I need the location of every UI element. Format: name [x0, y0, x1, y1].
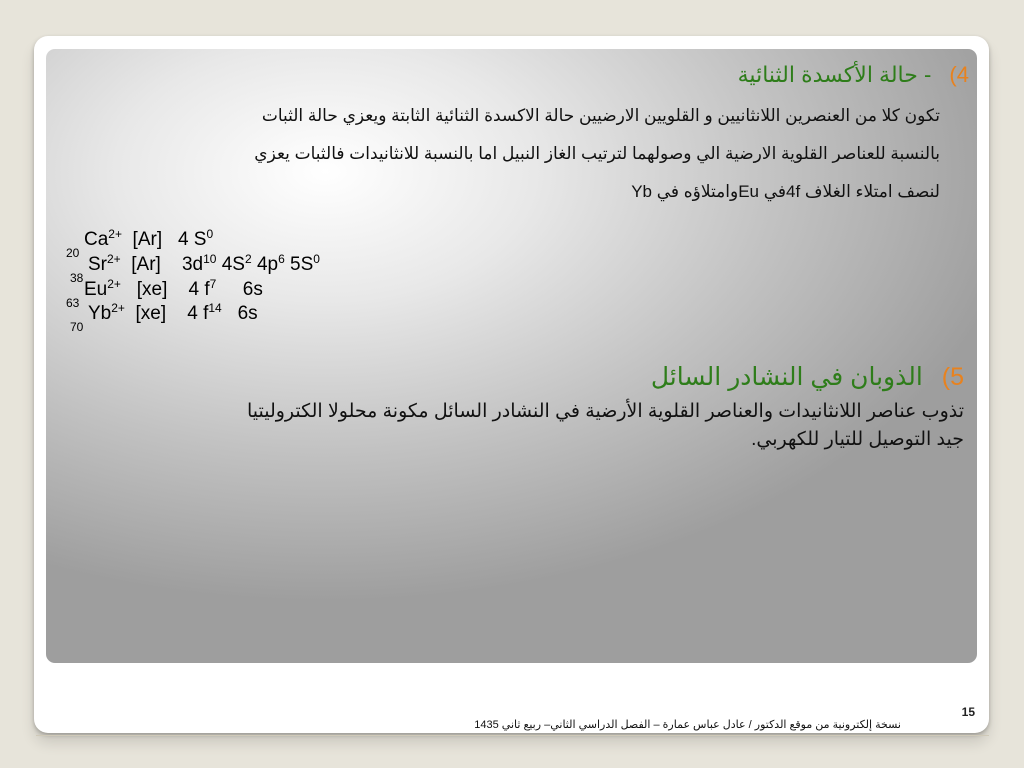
- section-4-title: - حالة الأكسدة الثنائية: [737, 62, 932, 87]
- config-sr-charge: 2+: [107, 252, 121, 266]
- config-ca-orbital-sup: 0: [206, 227, 214, 241]
- config-ca: [84, 229, 213, 251]
- config-sr-orbital-1-sup: 10: [203, 252, 217, 266]
- config-ca-mass: 20: [66, 246, 80, 260]
- section-4-number: 4): [949, 62, 969, 87]
- config-sr-orbital-4-sup: 0: [313, 252, 320, 266]
- section-5-line-1: تذوب عناصر اللانثانيدات والعناصر القلوية الأرضية في النشادر السائل مكونة محلولا الكتروليتيا: [246, 401, 964, 422]
- config-yb-charge: 2+: [111, 301, 125, 315]
- config-ca-core: [Ar]: [132, 229, 163, 250]
- config-eu: [84, 279, 263, 301]
- config-eu-mass: 63: [66, 296, 80, 310]
- page-number: 15: [961, 705, 975, 719]
- config-sr-orbital-3-sup: 6: [278, 252, 285, 266]
- config-eu-orbital-1-sup: 7: [209, 277, 217, 291]
- config-sr-orbital-2-sup: 2: [244, 252, 252, 266]
- config-ca-charge: 2+: [108, 227, 122, 241]
- config-yb-orbital-2: 6s: [237, 303, 258, 324]
- config-ca-symbol: Ca: [84, 229, 109, 250]
- config-sr: [88, 254, 320, 276]
- section-5-title: الذوبان في النشادر السائل: [650, 363, 923, 391]
- section-4-line-1: تكون كلا من العنصرين اللانثانيين و القلويين الارضيين حالة الاكسدة الثنائية الثابتة ويعزي حالة الثبات: [261, 106, 940, 125]
- config-yb-mass: 70: [70, 320, 84, 334]
- config-yb-orbital-1-sup: 14: [208, 301, 222, 315]
- config-eu-symbol: Eu: [84, 279, 108, 300]
- config-sr-orbital-4: 5S: [290, 254, 314, 275]
- section-5-number: 5): [941, 363, 964, 391]
- footer-credit: نسخة إلكترونية من موقع الدكتور / عادل عباس عمارة – الفصل الدراسي الثاني– ربيع ثاني 1435: [474, 719, 901, 731]
- section-4-line-2: بالنسبة للعناصر القلوية الارضية الي وصولهما لترتيب الغاز النبيل اما بالنسبة للانثانيدات فالثبات يعزي: [254, 144, 940, 163]
- config-yb-orbital-1: 4 f: [187, 303, 209, 324]
- section-4-line-3: لنصف امتلاء الغلاف 4fفي Euوامتلاؤه في Yb: [631, 182, 940, 201]
- config-sr-orbital-3: 4p: [256, 254, 279, 275]
- config-sr-core: [Ar]: [131, 254, 161, 275]
- section-5-line-2: جيد التوصيل للتيار للكهربي.: [751, 429, 964, 450]
- config-sr-symbol: Sr: [88, 254, 107, 275]
- config-sr-orbital-2: 4S: [221, 254, 245, 275]
- footer-divider: [36, 735, 989, 736]
- config-yb: [88, 303, 258, 325]
- config-eu-core: [xe]: [136, 279, 168, 300]
- config-eu-charge: 2+: [107, 277, 121, 291]
- config-ca-orbital: 4 S: [177, 229, 207, 250]
- config-sr-orbital-1: 3d: [181, 254, 204, 275]
- config-yb-core: [xe]: [135, 303, 167, 324]
- config-sr-mass: 38: [70, 271, 84, 285]
- config-eu-orbital-1: 4 f: [188, 279, 210, 300]
- section-5-heading: [651, 362, 964, 392]
- content-panel: [46, 49, 977, 663]
- config-yb-symbol: Yb: [88, 303, 112, 324]
- config-eu-orbital-2: 6s: [242, 279, 263, 300]
- section-4-heading: [738, 62, 969, 88]
